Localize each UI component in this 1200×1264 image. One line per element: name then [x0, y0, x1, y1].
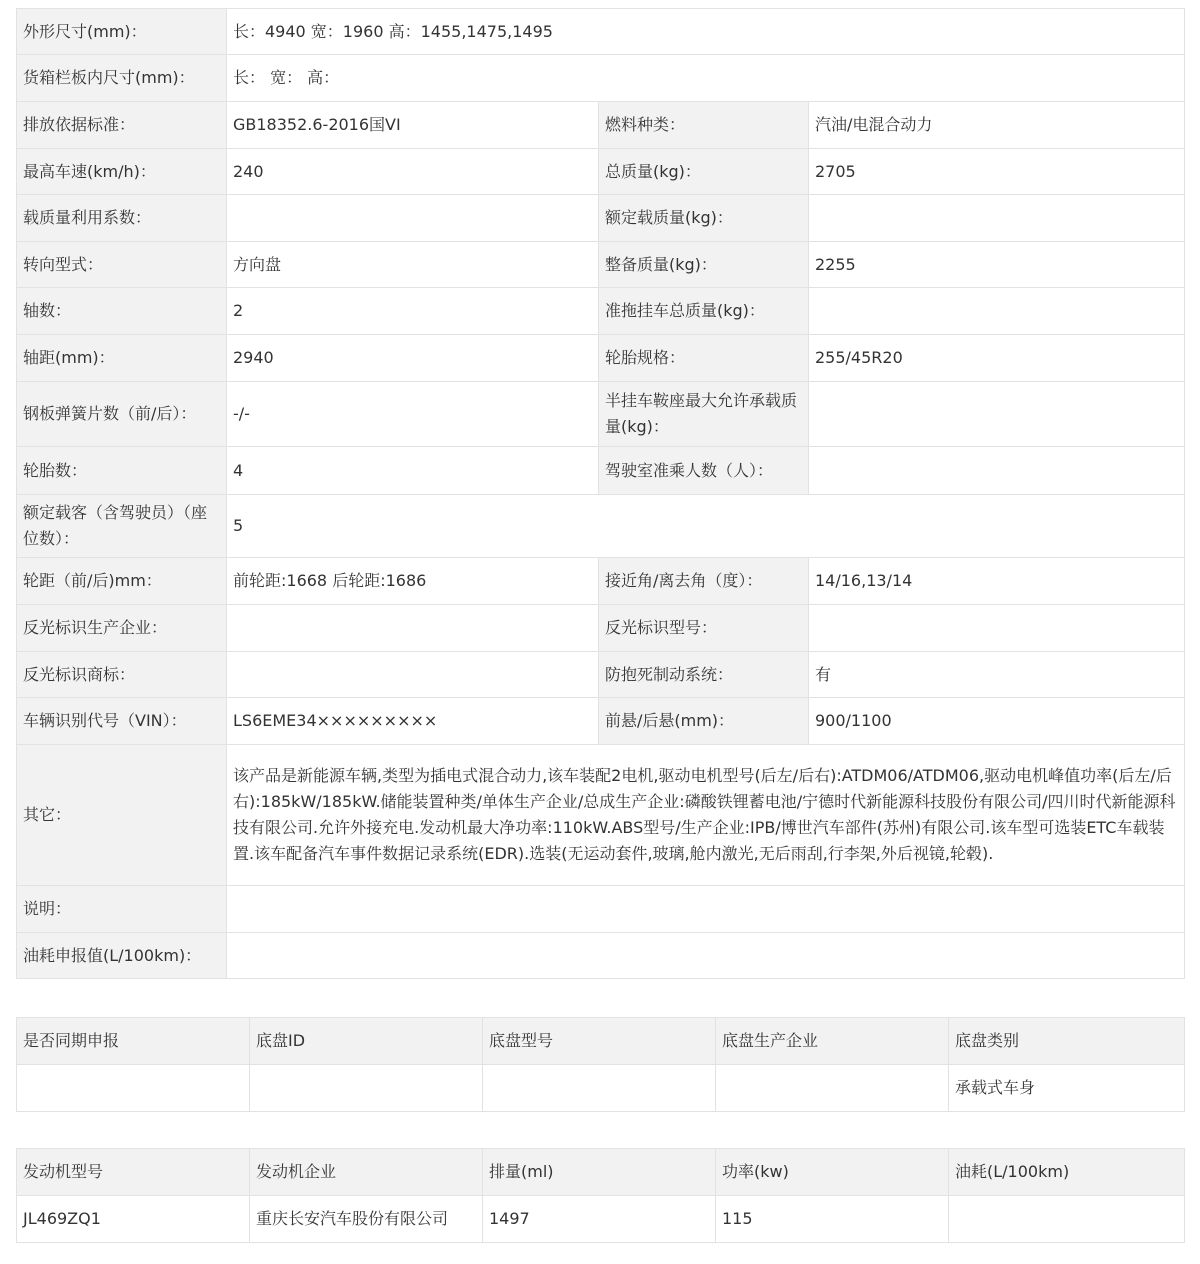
- table-row: [17, 698, 1185, 745]
- dims-label: 外形尺寸(mm)：: [17, 9, 227, 55]
- column-header: 功率(kw): [716, 1149, 949, 1196]
- saddle-load-value: [809, 382, 1185, 447]
- table-row: [17, 886, 1185, 933]
- column-header: 底盘生产企业: [716, 1018, 949, 1065]
- chassis-table: [16, 1017, 1185, 1112]
- emission-value: GB18352.6-2016国VI: [227, 102, 599, 149]
- cargo-label: 货箱栏板内尺寸(mm)：: [17, 55, 227, 102]
- steering-label: 转向型式：: [17, 242, 227, 288]
- column-header: 油耗(L/100km): [949, 1149, 1185, 1196]
- axles-value: 2: [227, 288, 599, 335]
- vin-label: 车辆识别代号（VIN）：: [17, 698, 227, 745]
- fuel-type-value: 汽油/电混合动力: [809, 102, 1185, 149]
- overhang-label: 前悬/后悬(mm)：: [599, 698, 809, 745]
- table-row: [17, 102, 1185, 149]
- trailer-mass-value: [809, 288, 1185, 335]
- table-row: [17, 447, 1185, 495]
- fuel-consumption-label: 油耗申报值(L/100km)：: [17, 933, 227, 979]
- table-row: [17, 1065, 1185, 1112]
- table-cell: 承载式车身: [949, 1065, 1185, 1112]
- approach-angle-value: 14/16,13/14: [809, 558, 1185, 605]
- table-header-row: [17, 1149, 1185, 1196]
- table-header-row: [17, 1018, 1185, 1065]
- load-factor-label: 载质量利用系数：: [17, 195, 227, 242]
- column-header: 排量(ml): [483, 1149, 716, 1196]
- spring-value: -/-: [227, 382, 599, 447]
- table-row: [17, 605, 1185, 652]
- table-row: [17, 382, 1185, 447]
- table-row: [17, 9, 1185, 55]
- overhang-value: 900/1100: [809, 698, 1185, 745]
- tire-count-value: 4: [227, 447, 599, 495]
- vin-value: LS6EME34×××××××××: [227, 698, 599, 745]
- max-speed-label: 最高车速(km/h)：: [17, 149, 227, 195]
- reflect-mfr-value: [227, 605, 599, 652]
- curb-mass-value: 2255: [809, 242, 1185, 288]
- total-mass-label: 总质量(kg)：: [599, 149, 809, 195]
- reflect-brand-value: [227, 652, 599, 698]
- table-row: [17, 55, 1185, 102]
- track-label: 轮距（前/后)mm：: [17, 558, 227, 605]
- column-header: 底盘类别: [949, 1018, 1185, 1065]
- table-cell: 1497: [483, 1196, 716, 1243]
- table-row: [17, 335, 1185, 382]
- table-cell: [949, 1196, 1185, 1243]
- load-factor-value: [227, 195, 599, 242]
- steering-value: 方向盘: [227, 242, 599, 288]
- tire-spec-value: 255/45R20: [809, 335, 1185, 382]
- table-row: [17, 149, 1185, 195]
- table-row: [17, 495, 1185, 558]
- table-row: [17, 1196, 1185, 1243]
- table-cell: [250, 1065, 483, 1112]
- spring-label: 钢板弹簧片数（前/后）：: [17, 382, 227, 447]
- engine-table: [16, 1148, 1185, 1243]
- wheelbase-value: 2940: [227, 335, 599, 382]
- table-cell: 115: [716, 1196, 949, 1243]
- table-row: [17, 933, 1185, 979]
- other-label: 其它：: [17, 745, 227, 886]
- table-row: [17, 242, 1185, 288]
- rated-load-value: [809, 195, 1185, 242]
- column-header: 发动机企业: [250, 1149, 483, 1196]
- table-cell: [17, 1065, 250, 1112]
- table-cell: JL469ZQ1: [17, 1196, 250, 1243]
- saddle-load-label: 半挂车鞍座最大允许承载质量(kg)：: [599, 382, 809, 447]
- rated-load-label: 额定载质量(kg)：: [599, 195, 809, 242]
- column-header: 是否同期申报: [17, 1018, 250, 1065]
- table-cell: 重庆长安汽车股份有限公司: [250, 1196, 483, 1243]
- tire-count-label: 轮胎数：: [17, 447, 227, 495]
- column-header: 发动机型号: [17, 1149, 250, 1196]
- cab-capacity-label: 驾驶室准乘人数（人）：: [599, 447, 809, 495]
- column-header: 底盘型号: [483, 1018, 716, 1065]
- table-cell: [483, 1065, 716, 1112]
- cargo-value: 长： 宽： 高：: [227, 55, 1185, 102]
- passengers-value: 5: [227, 495, 1185, 558]
- max-speed-value: 240: [227, 149, 599, 195]
- reflect-mfr-label: 反光标识生产企业：: [17, 605, 227, 652]
- table-cell: [716, 1065, 949, 1112]
- table-row: [17, 195, 1185, 242]
- approach-angle-label: 接近角/离去角（度）：: [599, 558, 809, 605]
- tire-spec-label: 轮胎规格：: [599, 335, 809, 382]
- dims-value: 长：4940 宽：1960 高：1455,1475,1495: [227, 9, 1185, 55]
- reflect-brand-label: 反光标识商标：: [17, 652, 227, 698]
- reflect-model-label: 反光标识型号：: [599, 605, 809, 652]
- passengers-label: 额定载客（含驾驶员）（座位数）：: [17, 495, 227, 558]
- emission-label: 排放依据标准：: [17, 102, 227, 149]
- vehicle-params-table: [16, 8, 1185, 979]
- fuel-consumption-value: [227, 933, 1185, 979]
- track-value: 前轮距:1668 后轮距:1686: [227, 558, 599, 605]
- other-value: 该产品是新能源车辆,类型为插电式混合动力,该车装配2电机,驱动电机型号(后左/后右):ATDM06/ATDM06,驱动电机峰值功率(后左/后右):185kW/185kW.储能装置种类/单体生产企业/总成生产企业:磷酸铁锂蓄电池/宁德时代新能源科技股份有限公司/四川时代新能源科技有限公司.允许外接充电.发动机最大净功率:110kW.ABS型号/生产企业:IPB/博世汽车部件(苏州)有限公司.该车型可选装ETC车载装置.该车配备汽车事件数据记录系统(EDR).选装(无运动套件,玻璃,舱内激光,无后雨刮,行李架,外后视镜,轮毂).: [227, 745, 1185, 886]
- wheelbase-label: 轴距(mm)：: [17, 335, 227, 382]
- curb-mass-label: 整备质量(kg)：: [599, 242, 809, 288]
- column-header: 底盘ID: [250, 1018, 483, 1065]
- note-label: 说明：: [17, 886, 227, 933]
- reflect-model-value: [809, 605, 1185, 652]
- note-value: [227, 886, 1185, 933]
- table-row: [17, 558, 1185, 605]
- trailer-mass-label: 准拖挂车总质量(kg)：: [599, 288, 809, 335]
- fuel-type-label: 燃料种类：: [599, 102, 809, 149]
- axles-label: 轴数：: [17, 288, 227, 335]
- abs-value: 有: [809, 652, 1185, 698]
- table-row: [17, 745, 1185, 886]
- abs-label: 防抱死制动系统：: [599, 652, 809, 698]
- table-row: [17, 652, 1185, 698]
- cab-capacity-value: [809, 447, 1185, 495]
- total-mass-value: 2705: [809, 149, 1185, 195]
- table-row: [17, 288, 1185, 335]
